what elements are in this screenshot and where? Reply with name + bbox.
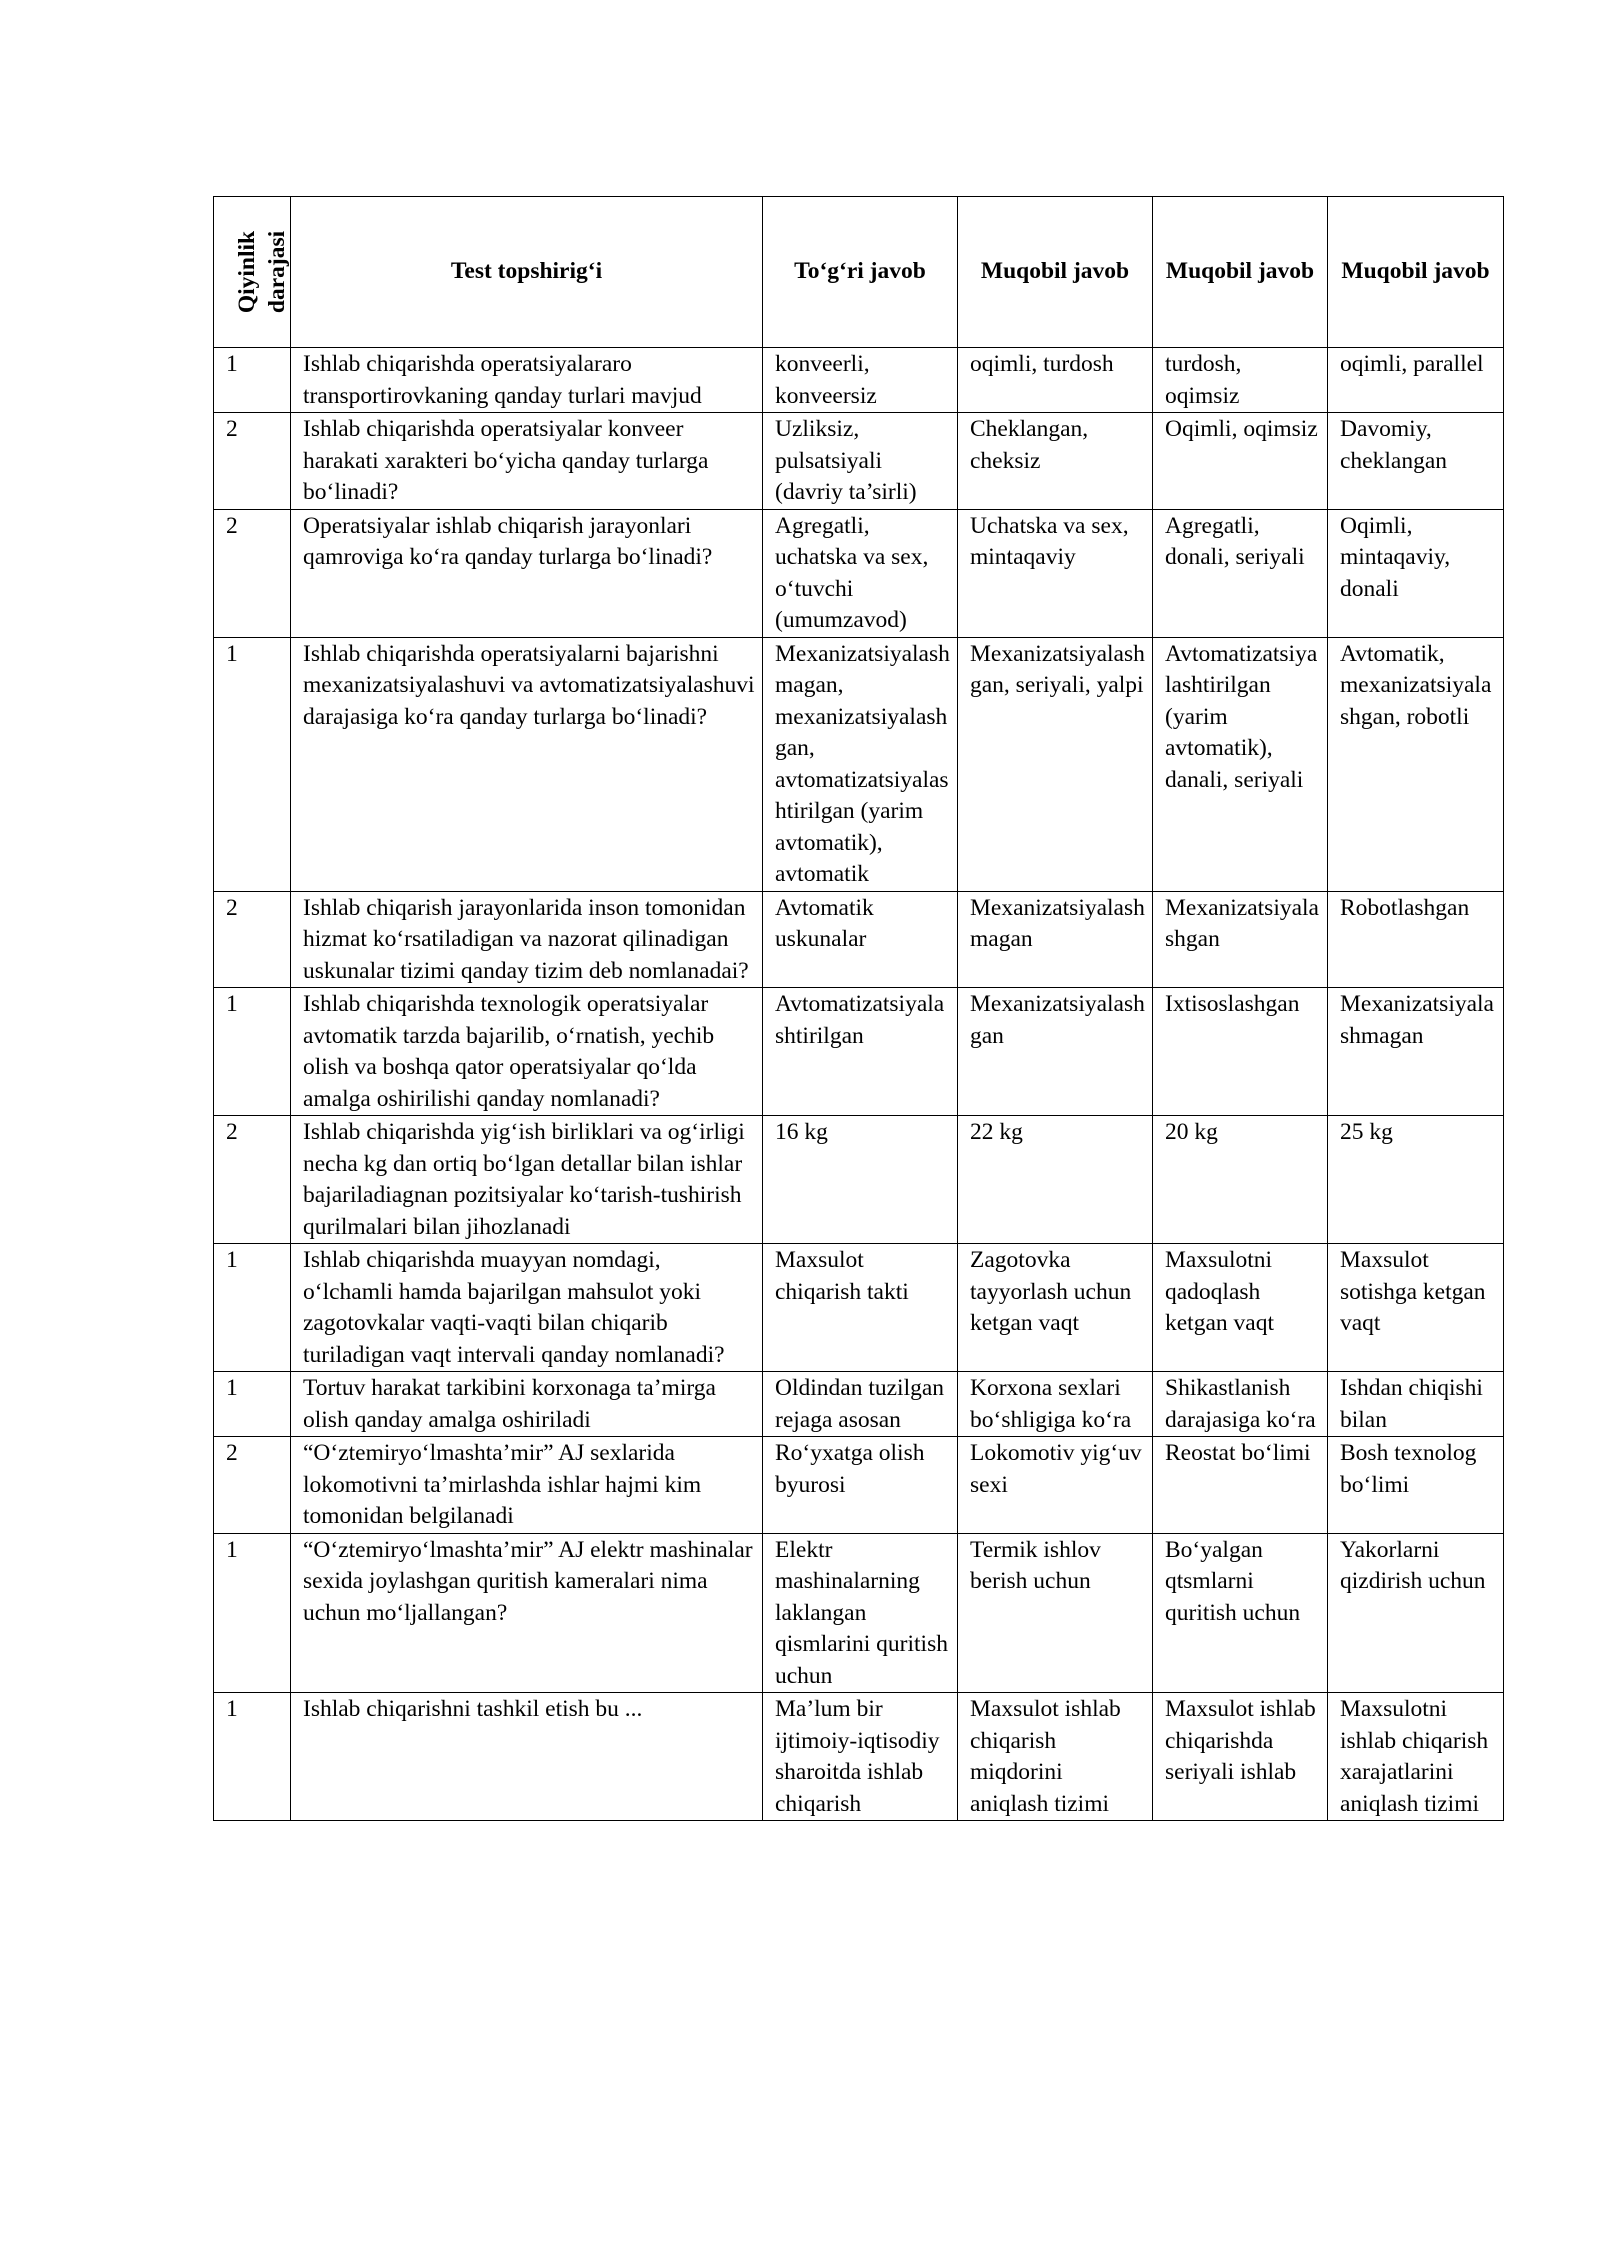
task-cell: Ishlab chiqarishda operatsiyalarni bajarishni mexanizatsiyalashuvi va avtomatizatsiyalashuvi darajasiga ko‘ra qanday turlarga bo‘linadi? [291,637,763,891]
task-cell: “O‘ztemiryo‘lmashta’mir” AJ sexlarida lokomotivni ta’mirlashda ishlar hajmi kim tomonidan belgilanadi [291,1437,763,1534]
header-alternative-3: Muqobil javob [1328,197,1504,348]
alternative-cell: Shikastlanish darajasiga ko‘ra [1153,1372,1328,1437]
header-alternative-2: Muqobil javob [1153,197,1328,348]
alternative-cell: Termik ishlov berish uchun [958,1533,1153,1693]
correct-answer-cell: konveerli, konveersiz [763,348,958,413]
alternative-cell: Agregatli, donali, seriyali [1153,509,1328,637]
alternative-cell: Davomiy, cheklangan [1328,413,1504,510]
correct-answer-cell: Ma’lum bir ijtimoiy-iqtisodiy sharoitda ishlab chiqarish [763,1693,958,1821]
difficulty-cell: 1 [214,1533,291,1693]
alternative-cell: Lokomotiv yig‘uv sexi [958,1437,1153,1534]
correct-answer-cell: Avtomatizatsiyalashtirilgan [763,988,958,1116]
task-cell: Ishlab chiqarishni tashkil etish bu ... [291,1693,763,1821]
alternative-cell: Robotlashgan [1328,891,1504,988]
alternative-cell: Mexanizatsiyalashgan, seriyali, yalpi [958,637,1153,891]
difficulty-cell: 1 [214,1693,291,1821]
task-cell: Operatsiyalar ishlab chiqarish jarayonlari qamroviga ko‘ra qanday turlarga bo‘linadi? [291,509,763,637]
alternative-cell: 22 kg [958,1116,1153,1244]
test-table [213,196,1504,1821]
correct-answer-cell: Ro‘yxatga olish byurosi [763,1437,958,1534]
alternative-cell: Bosh texnolog bo‘limi [1328,1437,1504,1534]
alternative-cell: Maxsulotni ishlab chiqarish xarajatlarini aniqlash tizimi [1328,1693,1504,1821]
alternative-cell: turdosh, oqimsiz [1153,348,1328,413]
alternative-cell: Ishdan chiqishi bilan [1328,1372,1504,1437]
difficulty-cell: 2 [214,1437,291,1534]
difficulty-cell: 1 [214,988,291,1116]
table-row [214,891,1504,988]
alternative-cell: Mexanizatsiyalashgan [958,988,1153,1116]
task-cell: “O‘ztemiryo‘lmashta’mir” AJ elektr mashinalar sexida joylashgan quritish kameralari nima uchun mo‘ljallangan? [291,1533,763,1693]
difficulty-cell: 2 [214,1116,291,1244]
correct-answer-cell: Uzliksiz, pulsatsiyali (davriy ta’sirli) [763,413,958,510]
task-cell: Ishlab chiqarish jarayonlarida inson tomonidan hizmat ko‘rsatiladigan va nazorat qilinadigan uskunalar tizimi qanday tizim deb nomlanadai? [291,891,763,988]
alternative-cell: Maxsulot sotishga ketgan vaqt [1328,1244,1504,1372]
difficulty-cell: 2 [214,413,291,510]
header-task: Test topshirig‘i [291,197,763,348]
alternative-cell: oqimli, turdosh [958,348,1153,413]
correct-answer-cell: Oldindan tuzilgan rejaga asosan [763,1372,958,1437]
alternative-cell: Avtomatizatsiyalashtirilgan (yarim avtomatik), danali, seriyali [1153,637,1328,891]
difficulty-cell: 2 [214,509,291,637]
alternative-cell: 25 kg [1328,1116,1504,1244]
alternative-cell: oqimli, parallel [1328,348,1504,413]
alternative-cell: Mexanizatsiyalashgan [1153,891,1328,988]
alternative-cell: Avtomatik, mexanizatsiyalashgan, robotli [1328,637,1504,891]
correct-answer-cell: Agregatli, uchatska va sex, o‘tuvchi (umumzavod) [763,509,958,637]
table-row [214,1372,1504,1437]
correct-answer-cell: 16 kg [763,1116,958,1244]
correct-answer-cell: Maxsulot chiqarish takti [763,1244,958,1372]
alternative-cell: Mexanizatsiyalashmagan [1328,988,1504,1116]
alternative-cell: Cheklangan, cheksiz [958,413,1153,510]
alternative-cell: Mexanizatsiyalashmagan [958,891,1153,988]
difficulty-cell: 1 [214,1244,291,1372]
header-difficulty: Qiyinlik darajasi [214,197,291,348]
alternative-cell: Zagotovka tayyorlash uchun ketgan vaqt [958,1244,1153,1372]
alternative-cell: Korxona sexlari bo‘shligiga ko‘ra [958,1372,1153,1437]
table-row [214,1693,1504,1821]
alternative-cell: Oqimli, mintaqaviy, donali [1328,509,1504,637]
table-row [214,509,1504,637]
correct-answer-cell: Avtomatik uskunalar [763,891,958,988]
alternative-cell: Ixtisoslashgan [1153,988,1328,1116]
table-row [214,637,1504,891]
difficulty-cell: 1 [214,348,291,413]
alternative-cell: Maxsulot ishlab chiqarish miqdorini aniqlash tizimi [958,1693,1153,1821]
header-row [214,197,1504,348]
alternative-cell: Bo‘yalgan qtsmlarni quritish uchun [1153,1533,1328,1693]
table-row [214,1437,1504,1534]
task-cell: Tortuv harakat tarkibini korxonaga ta’mirga olish qanday amalga oshiriladi [291,1372,763,1437]
correct-answer-cell: Elektr mashinalarning laklangan qismlarini quritish uchun [763,1533,958,1693]
table-row [214,1533,1504,1693]
alternative-cell: Reostat bo‘limi [1153,1437,1328,1534]
difficulty-cell: 1 [214,1372,291,1437]
table-row [214,348,1504,413]
alternative-cell: Maxsulotni qadoqlash ketgan vaqt [1153,1244,1328,1372]
header-alternative-1: Muqobil javob [958,197,1153,348]
task-cell: Ishlab chiqarishda muayyan nomdagi, o‘lchamli hamda bajarilgan mahsulot yoki zagotovkalar vaqti-vaqti bilan chiqarib turiladigan vaqt intervali qanday nomlanadi? [291,1244,763,1372]
table-row [214,1116,1504,1244]
table-row [214,988,1504,1116]
task-cell: Ishlab chiqarishda operatsiyalararo transportirovkaning qanday turlari mavjud [291,348,763,413]
table-row [214,413,1504,510]
table-row [214,1244,1504,1372]
task-cell: Ishlab chiqarishda texnologik operatsiyalar avtomatik tarzda bajarilib, o‘rnatish, yechib olish va boshqa qator operatsiyalar qo‘lda amalga oshirilishi qanday nomlanadi? [291,988,763,1116]
alternative-cell: Uchatska va sex, mintaqaviy [958,509,1153,637]
header-correct-answer: To‘g‘ri javob [763,197,958,348]
table-body [214,348,1504,1821]
task-cell: Ishlab chiqarishda operatsiyalar konveer harakati xarakteri bo‘yicha qanday turlarga bo‘linadi? [291,413,763,510]
alternative-cell: Yakorlarni qizdirish uchun [1328,1533,1504,1693]
difficulty-cell: 2 [214,891,291,988]
alternative-cell: Maxsulot ishlab chiqarishda seriyali ishlab [1153,1693,1328,1821]
alternative-cell: Oqimli, oqimsiz [1153,413,1328,510]
correct-answer-cell: Mexanizatsiyalashmagan, mexanizatsiyalashgan, avtomatizatsiyalashtirilgan (yarim avtomatik), avtomatik [763,637,958,891]
alternative-cell: 20 kg [1153,1116,1328,1244]
task-cell: Ishlab chiqarishda yig‘ish birliklari va og‘irligi necha kg dan ortiq bo‘lgan detallar bilan ishlar bajariladiagnan pozitsiyalar ko‘tarish-tushirish qurilmalari bilan jihozlanadi [291,1116,763,1244]
difficulty-cell: 1 [214,637,291,891]
